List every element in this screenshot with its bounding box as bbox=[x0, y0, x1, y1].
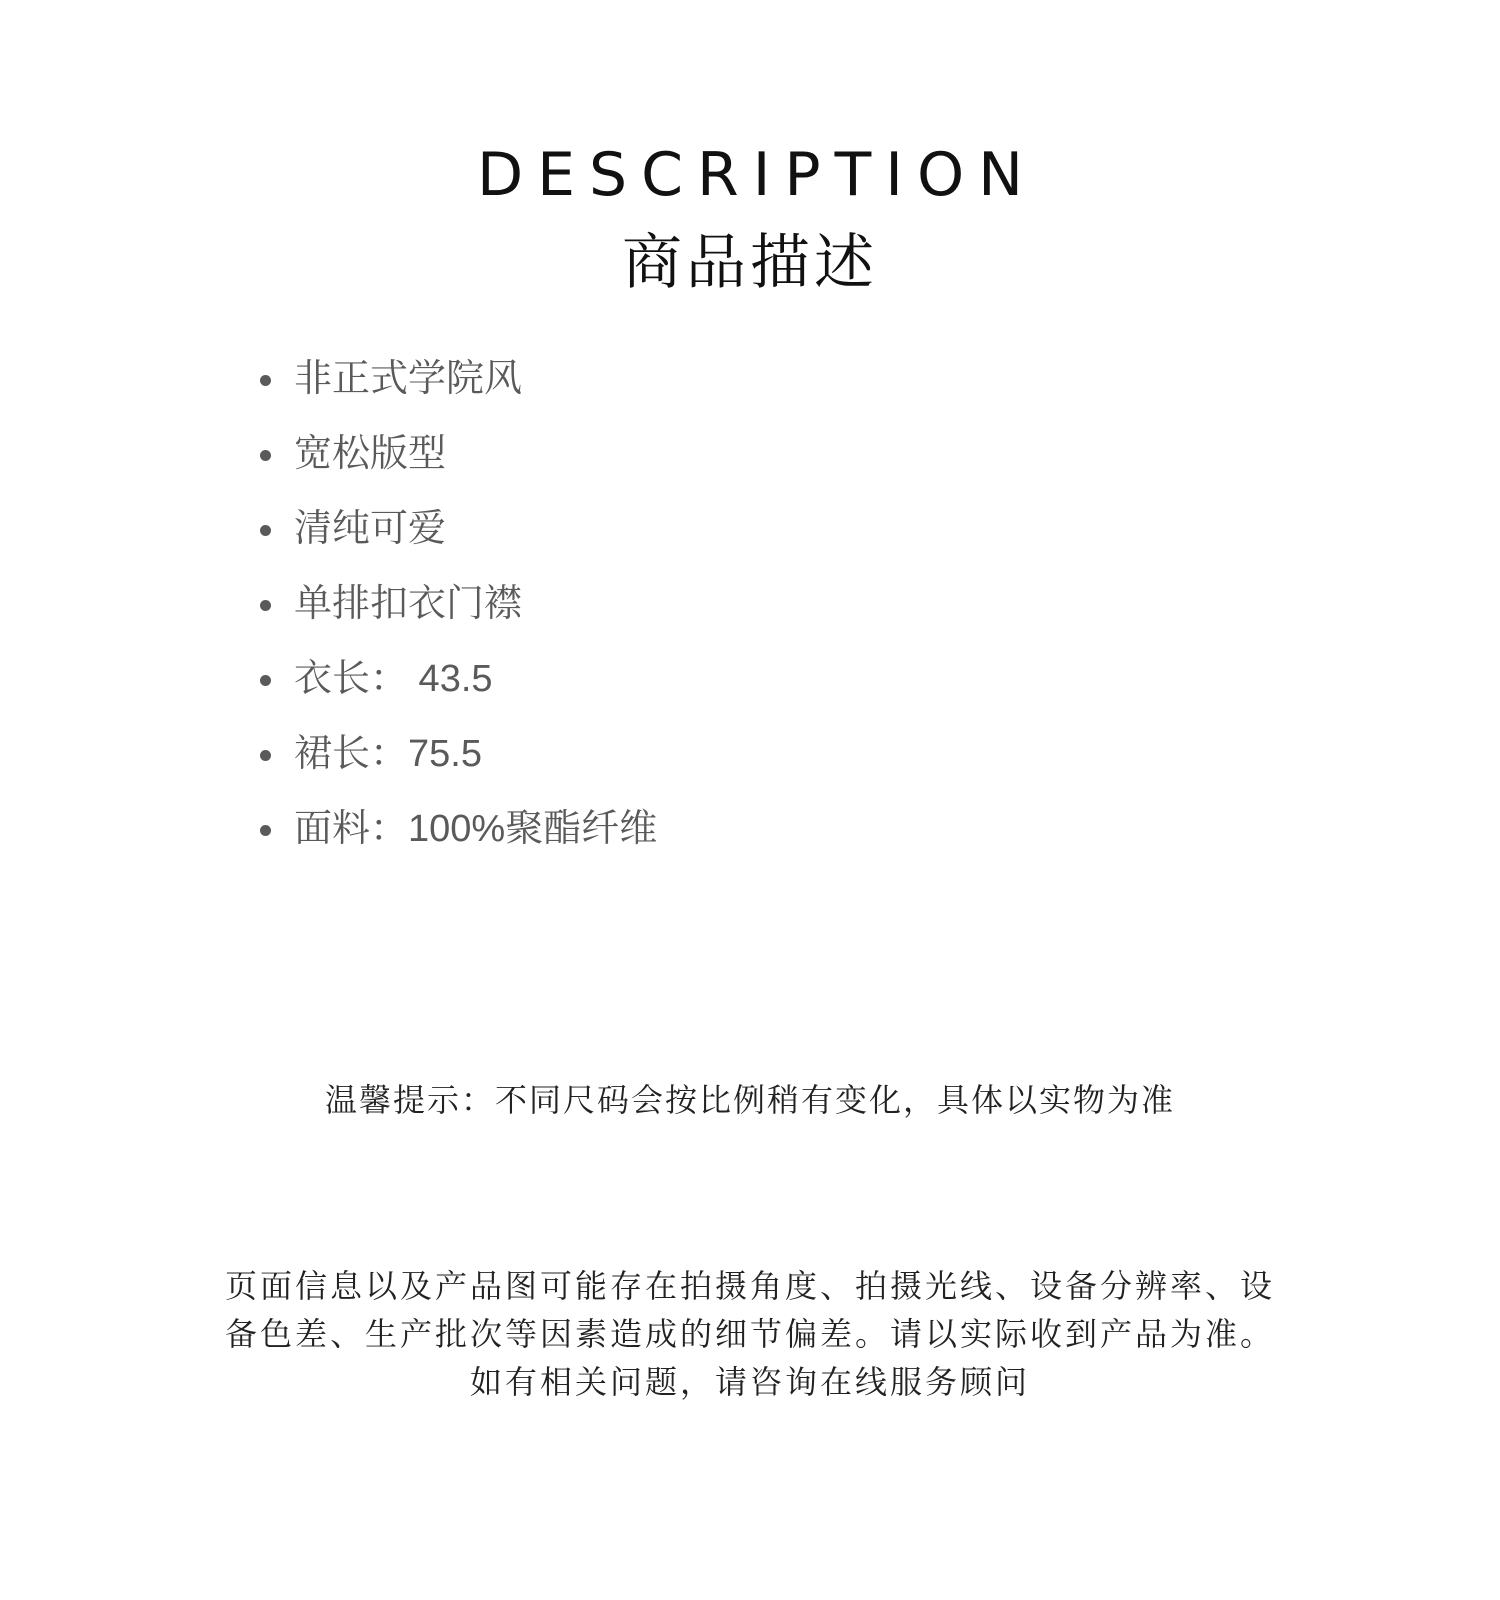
size-tip: 温馨提示：不同尺码会按比例稍有变化，具体以实物为准 bbox=[324, 1081, 1175, 1119]
feature-text: 衣长： 43.5 bbox=[294, 658, 493, 700]
feature-item bbox=[260, 717, 657, 792]
feature-item bbox=[260, 417, 657, 492]
feature-text: 宽松版型 bbox=[294, 433, 447, 475]
feature-text: 清纯可爱 bbox=[294, 508, 447, 550]
feature-text: 面料：100%聚酯纤维 bbox=[294, 808, 658, 850]
feature-text: 裙长：75.5 bbox=[294, 733, 482, 775]
bullet-dot-icon bbox=[260, 750, 271, 761]
disclaimer-line: 备色差、生产批次等因素造成的细节偏差。请以实际收到产品为准。 bbox=[224, 1315, 1275, 1353]
bullet-dot-icon bbox=[260, 825, 271, 836]
disclaimer bbox=[190, 1262, 1310, 1406]
disclaimer-line: 如有相关问题，请咨询在线服务顾问 bbox=[469, 1363, 1030, 1401]
feature-item bbox=[260, 642, 657, 717]
disclaimer-line: 页面信息以及产品图可能存在拍摄角度、拍摄光线、设备分辨率、设 bbox=[224, 1267, 1275, 1305]
feature-text: 单排扣衣门襟 bbox=[294, 583, 523, 625]
bullet-dot-icon bbox=[260, 525, 271, 536]
bullet-dot-icon bbox=[260, 600, 271, 611]
bullet-dot-icon bbox=[260, 675, 271, 686]
feature-item bbox=[260, 567, 657, 642]
feature-item bbox=[260, 492, 657, 567]
feature-list bbox=[260, 342, 657, 867]
feature-text: 非正式学院风 bbox=[294, 358, 523, 400]
bullet-dot-icon bbox=[260, 375, 271, 386]
feature-item bbox=[260, 342, 657, 417]
title-chinese: 商品描述 bbox=[622, 228, 878, 298]
title-english: DESCRIPTION bbox=[476, 140, 1038, 210]
bullet-dot-icon bbox=[260, 450, 271, 461]
feature-item bbox=[260, 792, 657, 867]
